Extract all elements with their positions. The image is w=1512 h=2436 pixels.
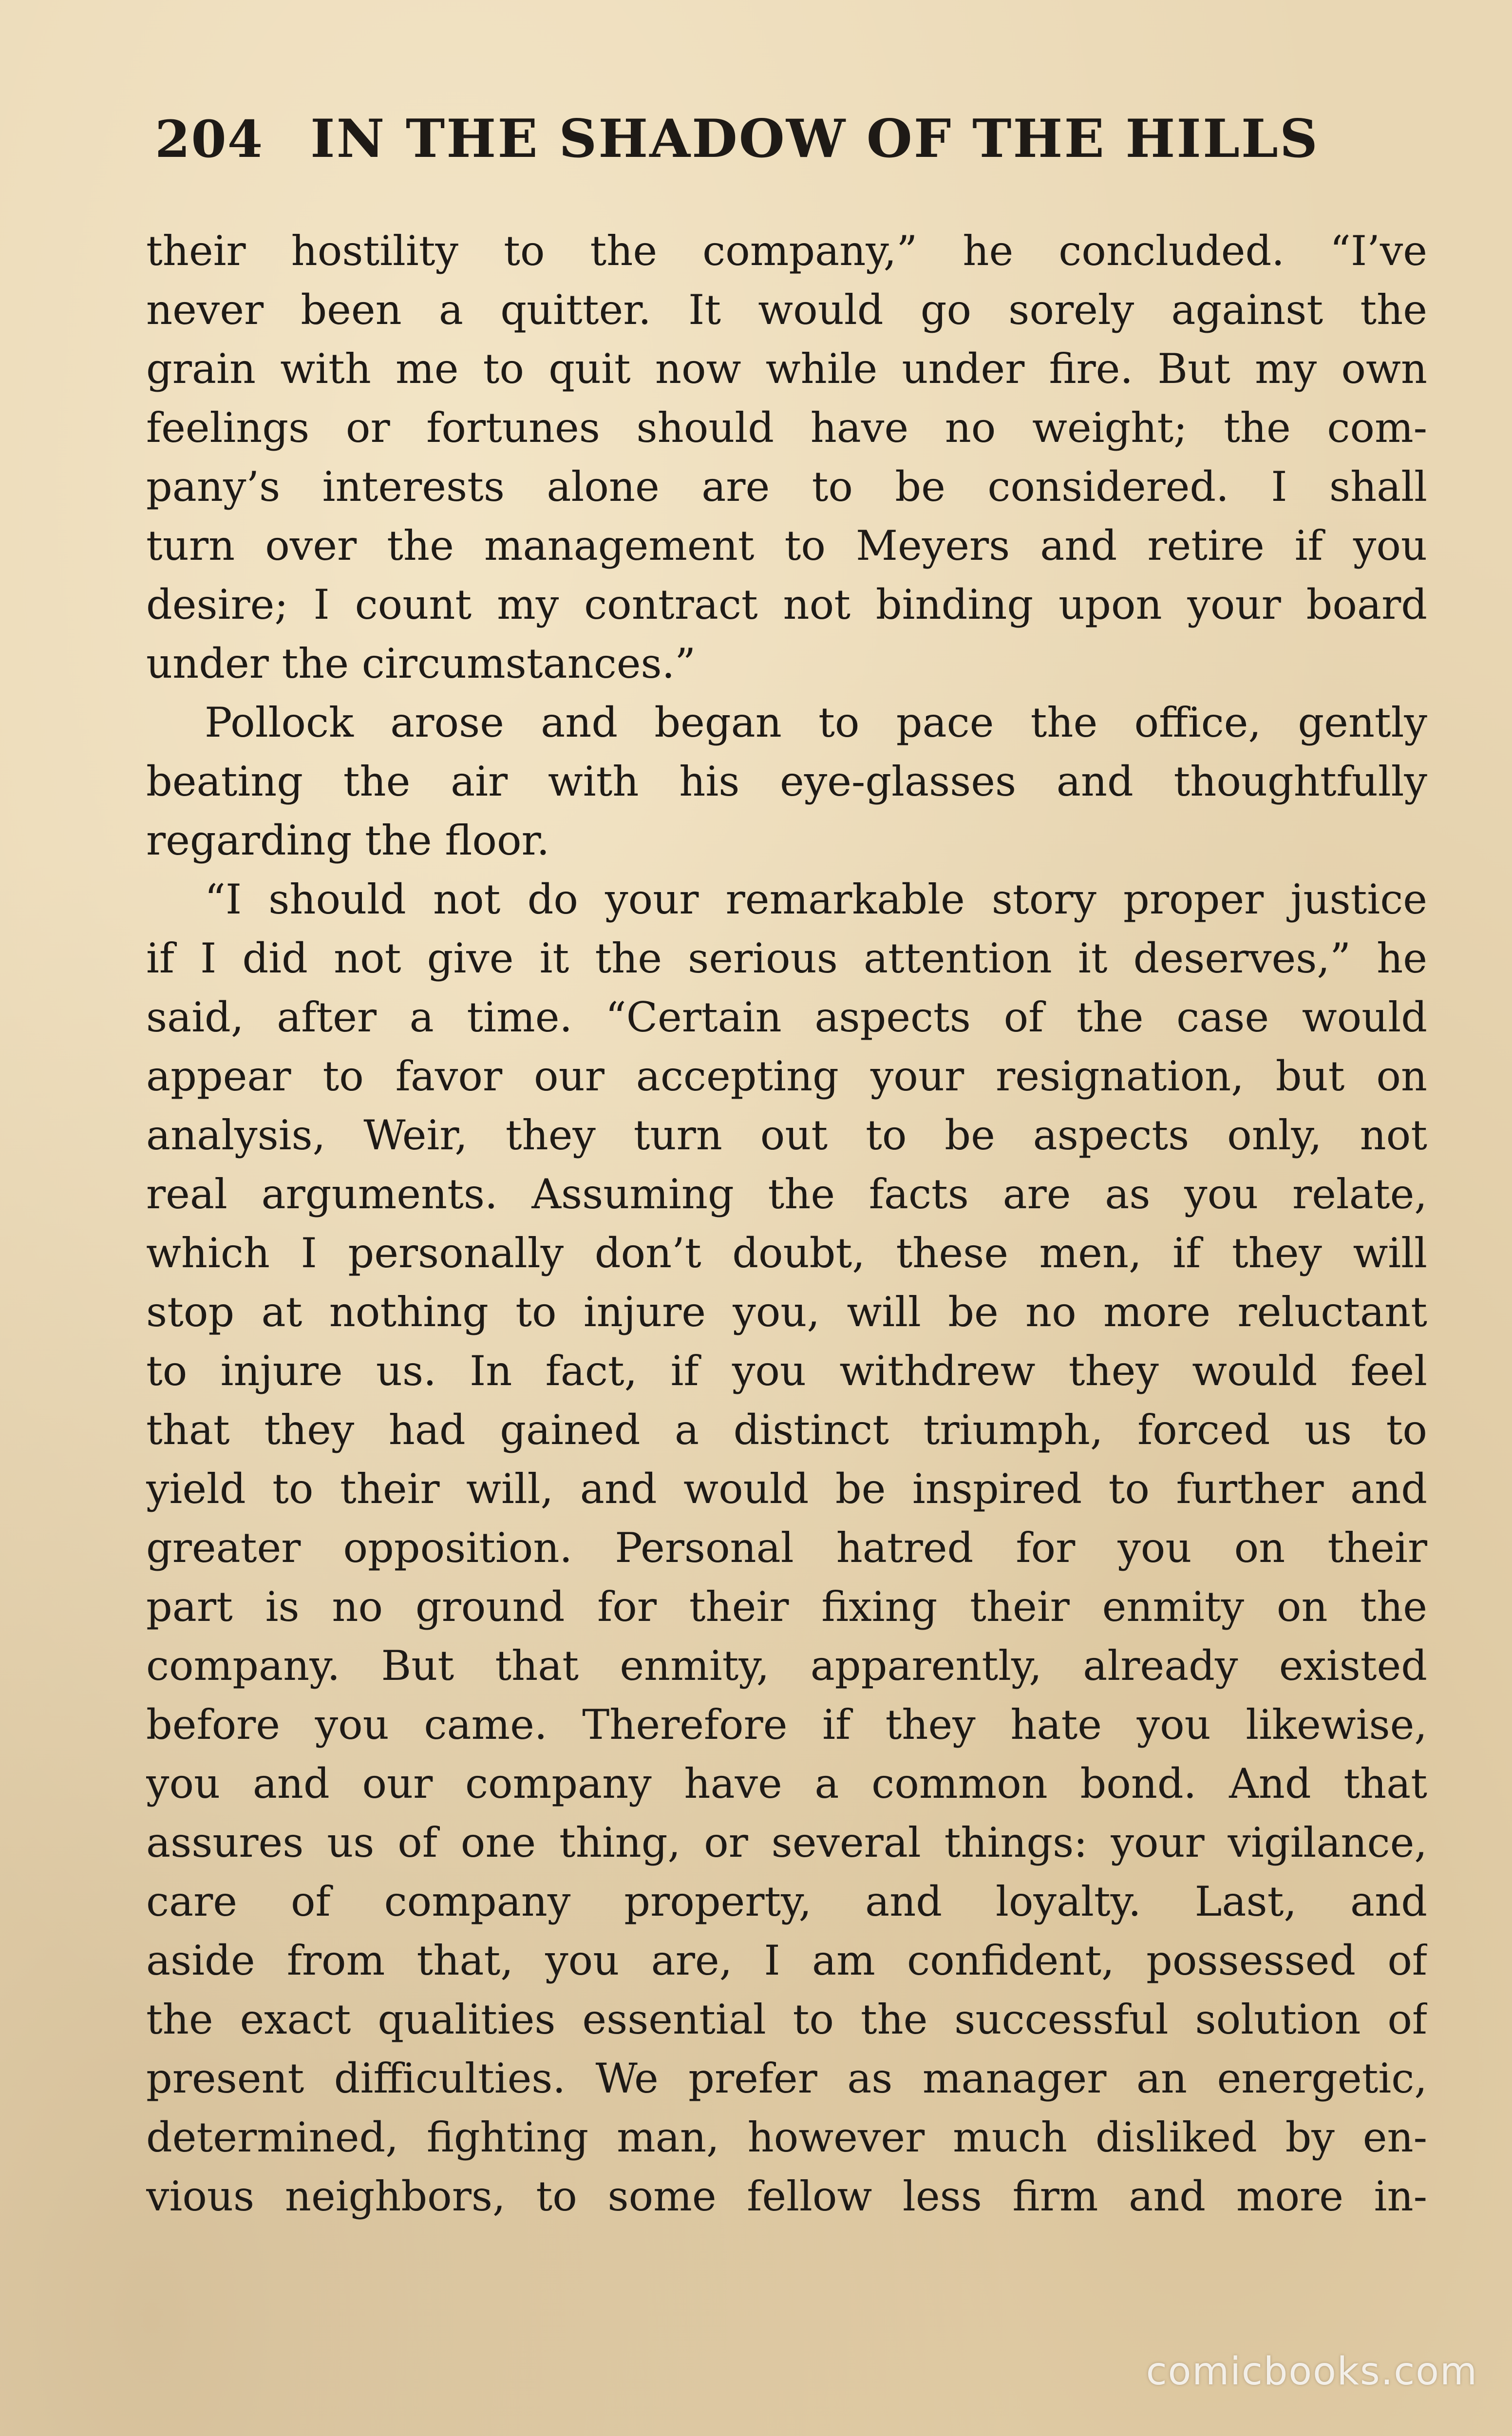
body-text — [146, 222, 1427, 2226]
text-line: part is no ground for their fixing their enmity on the — [146, 1583, 1427, 1631]
text-line: pany’s interests alone are to be considered. I shall — [146, 463, 1427, 511]
text-line: the exact qualities essential to the successful solution of — [146, 1996, 1427, 2043]
text-line: before you came. Therefore if they hate you likewise, — [146, 1701, 1427, 1749]
text-line: that they had gained a distinct triumph, forced us to — [146, 1406, 1427, 1454]
text-line: yield to their will, and would be inspired to further and — [146, 1465, 1427, 1513]
text-line: you and our company have a common bond. And that — [146, 1760, 1427, 1808]
text-line: under the circumstances.” — [146, 640, 696, 687]
text-line: desire; I count my contract not binding upon your board — [146, 581, 1427, 628]
text-line: company. But that enmity, apparently, already existed — [146, 1642, 1427, 1690]
text-line: their hostility to the company,” he concluded. “I’ve — [146, 227, 1427, 275]
text-line: vious neighbors, to some fellow less firm and more in- — [146, 2172, 1427, 2220]
text-line: beating the air with his eye-glasses and thoughtfully — [146, 758, 1427, 805]
text-line: determined, fighting man, however much disliked by en- — [146, 2113, 1427, 2161]
text-line: appear to favor our accepting your resignation, but on — [146, 1052, 1427, 1100]
text-line: assures us of one thing, or several things: your vigilance, — [146, 1819, 1427, 1866]
text-line: if I did not give it the serious attention it deserves,” he — [146, 934, 1427, 982]
watermark: comicbooks.com — [1146, 2350, 1478, 2394]
text-line: regarding the floor. — [146, 817, 550, 864]
text-line: feelings or fortunes should have no weight; the com- — [146, 404, 1427, 452]
text-line: analysis, Weir, they turn out to be aspects only, not — [146, 1111, 1427, 1159]
text-line: turn over the management to Meyers and retire if you — [146, 522, 1427, 570]
text-line: to injure us. In fact, if you withdrew they would feel — [146, 1347, 1427, 1395]
text-line: stop at nothing to injure you, will be no more reluctant — [146, 1288, 1427, 1336]
text-line: real arguments. Assuming the facts are as you relate, — [146, 1170, 1427, 1218]
text-line: which I personally don’t doubt, these men, if they will — [146, 1229, 1427, 1277]
book-title: IN THE SHADOW OF THE HILLS — [310, 108, 1319, 170]
text-line: grain with me to quit now while under fire. But my own — [146, 345, 1427, 393]
text-line: greater opposition. Personal hatred for you on their — [146, 1524, 1427, 1572]
text-line: Pollock arose and began to pace the office, gently — [205, 699, 1427, 746]
text-line: never been a quitter. It would go sorely against the — [146, 286, 1427, 334]
text-line: said, after a time. “Certain aspects of the case would — [146, 993, 1427, 1041]
page-number: 204 — [155, 109, 264, 169]
text-line: care of company property, and loyalty. Last, and — [146, 1878, 1427, 1925]
text-line: aside from that, you are, I am confident, possessed of — [146, 1937, 1427, 1984]
text-line: “I should not do your remarkable story proper justice — [205, 875, 1427, 923]
text-line: present difficulties. We prefer as manager an energetic, — [146, 2055, 1427, 2102]
running-header — [155, 108, 1421, 181]
